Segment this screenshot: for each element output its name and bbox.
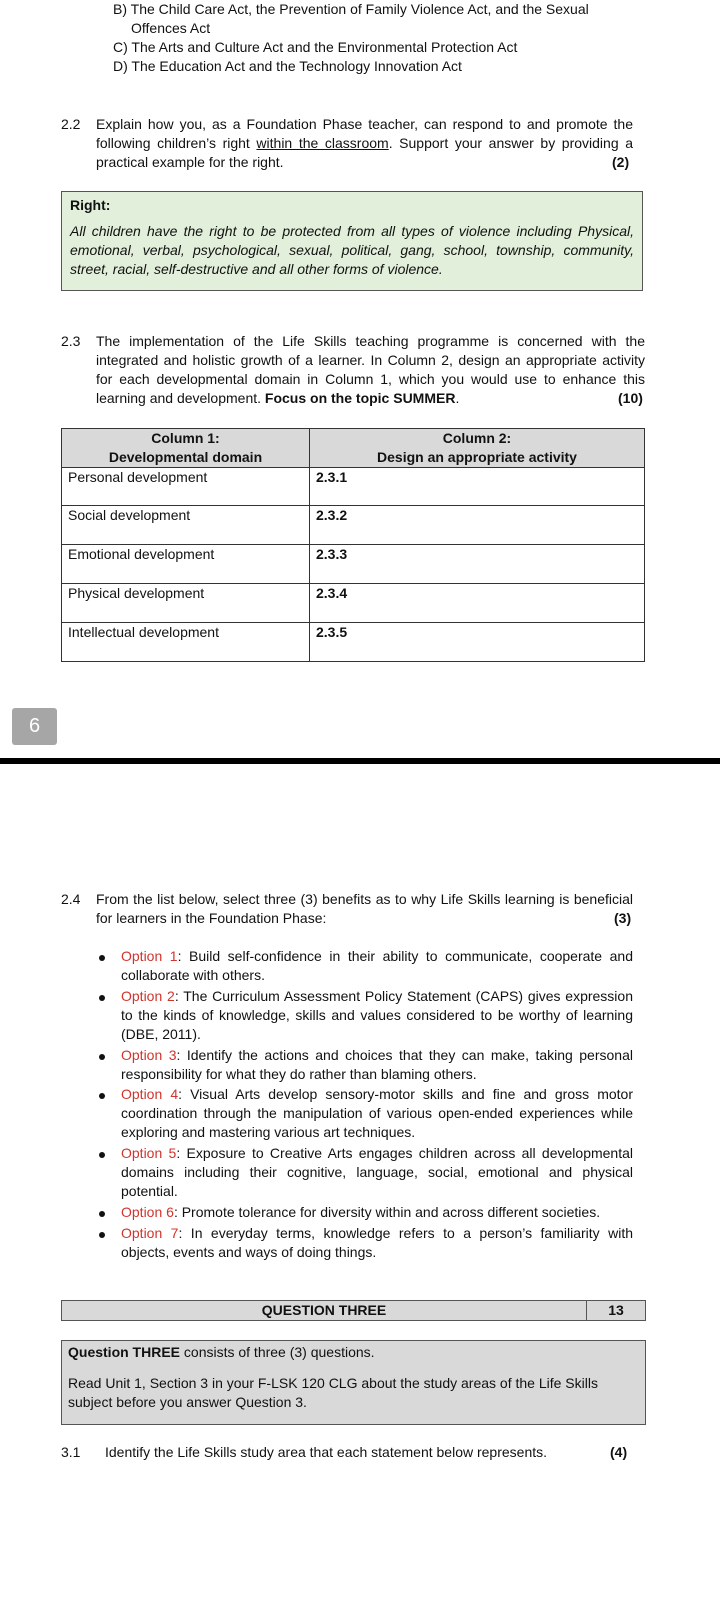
column-2-header: Column 2: Design an appropriate activity xyxy=(310,429,645,468)
right-box-title: Right: xyxy=(70,197,111,213)
bullet-icon xyxy=(99,955,105,961)
intro-line-2: Read Unit 1, Section 3 in your F-LSK 120 CLG about the study areas of the Life Skills subject before you answer Question 3. xyxy=(68,1375,598,1410)
domain-cell: Emotional development xyxy=(62,545,310,584)
right-box-text: All children have the right to be protected from all types of violence including Physical, emotional, verbal, psychological, sexual, political, gang, school, township, community, street, racial, self-destructive and all other forms of violence. xyxy=(70,223,634,277)
question-three-intro-box xyxy=(61,1340,646,1425)
question-three-header xyxy=(61,1300,646,1321)
question-number-2-3: 2.3 xyxy=(61,333,81,349)
question-3-1-marks: (4) xyxy=(610,1444,628,1460)
question-number-2-2: 2.2 xyxy=(61,116,81,132)
page-divider xyxy=(0,758,720,764)
column-1-header: Column 1: Developmental domain xyxy=(62,429,310,468)
question-number-3-1: 3.1 xyxy=(61,1444,81,1460)
domain-cell: Personal development xyxy=(62,468,310,506)
bullet-icon xyxy=(99,1232,105,1238)
option-b-continued: Offences Act xyxy=(131,20,211,36)
list-item: Option 1: Build self-confidence in their ability to communicate, cooperate and collaborate with others. xyxy=(121,948,633,983)
bullet-icon xyxy=(99,1093,105,1099)
list-item: Option 4: Visual Arts develop sensory-motor skills and fine and gross motor coordination through the manipulation of various open-ended experiences while exploring and mastering various art techniques. xyxy=(121,1086,633,1140)
list-item: Option 2: The Curriculum Assessment Policy Statement (CAPS) gives expression to the kinds of knowledge, skills and values considered to be worthy of learning (DBE, 2011). xyxy=(121,988,633,1042)
option-c: C) The Arts and Culture Act and the Environmental Protection Act xyxy=(113,39,518,55)
activity-cell[interactable]: 2.3.4 xyxy=(310,584,645,623)
page-number-badge: 6 xyxy=(12,708,57,745)
option-d: D) The Education Act and the Technology Innovation Act xyxy=(113,58,462,74)
question-2-4-text: From the list below, select three (3) benefits as to why Life Skills learning is beneficial for learners in the Foundation Phase: xyxy=(96,891,633,926)
question-three-title: QUESTION THREE xyxy=(261,1302,387,1318)
activity-cell[interactable]: 2.3.5 xyxy=(310,623,645,662)
question-number-2-4: 2.4 xyxy=(61,891,81,907)
question-2-3-marks: (10) xyxy=(618,390,643,406)
activity-cell[interactable]: 2.3.2 xyxy=(310,506,645,545)
developmental-domain-table xyxy=(61,428,645,662)
question-3-1-text: Identify the Life Skills study area that each statement below represents. xyxy=(105,1444,548,1460)
table-row xyxy=(62,584,645,623)
list-item: Option 7: In everyday terms, knowledge refers to a person’s familiarity with objects, events and ways of doing things. xyxy=(121,1225,633,1260)
list-item: Option 5: Exposure to Creative Arts engages children across all developmental domains including their cognitive, language, social, emotional and physical potential. xyxy=(121,1145,633,1199)
table-row xyxy=(62,545,645,584)
bullet-icon xyxy=(99,1211,105,1217)
question-2-2-text: Explain how you, as a Foundation Phase teacher, can respond to and promote the following children’s right within the classroom. Support your answer by providing a practical example for the right. xyxy=(96,116,634,170)
bullet-icon xyxy=(99,1054,105,1060)
question-three-marks: 13 xyxy=(608,1302,624,1318)
table-header-row xyxy=(62,429,645,468)
list-item: Option 6: Promote tolerance for diversity within and across different societies. xyxy=(121,1204,601,1220)
list-item: Option 3: Identify the actions and choices that they can make, taking personal responsibility for what they do rather than blaming others. xyxy=(121,1047,633,1082)
bullet-icon xyxy=(99,995,105,1001)
activity-cell[interactable]: 2.3.1 xyxy=(310,468,645,506)
question-2-2-marks: (2) xyxy=(612,154,630,170)
bullet-icon xyxy=(99,1152,105,1158)
right-box xyxy=(61,191,643,291)
table-row xyxy=(62,506,645,545)
question-2-4-marks: (3) xyxy=(614,910,632,926)
table-row xyxy=(62,623,645,662)
domain-cell: Physical development xyxy=(62,584,310,623)
table-row xyxy=(62,468,645,506)
domain-cell: Social development xyxy=(62,506,310,545)
option-b: B) The Child Care Act, the Prevention of Family Violence Act, and the Sexual xyxy=(113,1,589,17)
intro-line-1: Question THREE consists of three (3) questions. xyxy=(68,1344,375,1360)
activity-cell[interactable]: 2.3.3 xyxy=(310,545,645,584)
domain-cell: Intellectual development xyxy=(62,623,310,662)
question-2-3-text: The implementation of the Life Skills teaching programme is concerned with the integrated and holistic growth of a learner. In Column 2, design an appropriate activity for each developmental domain in Column 1, which you would use to enhance this learning and development. Focus on the topic SUMMER. xyxy=(96,333,645,406)
